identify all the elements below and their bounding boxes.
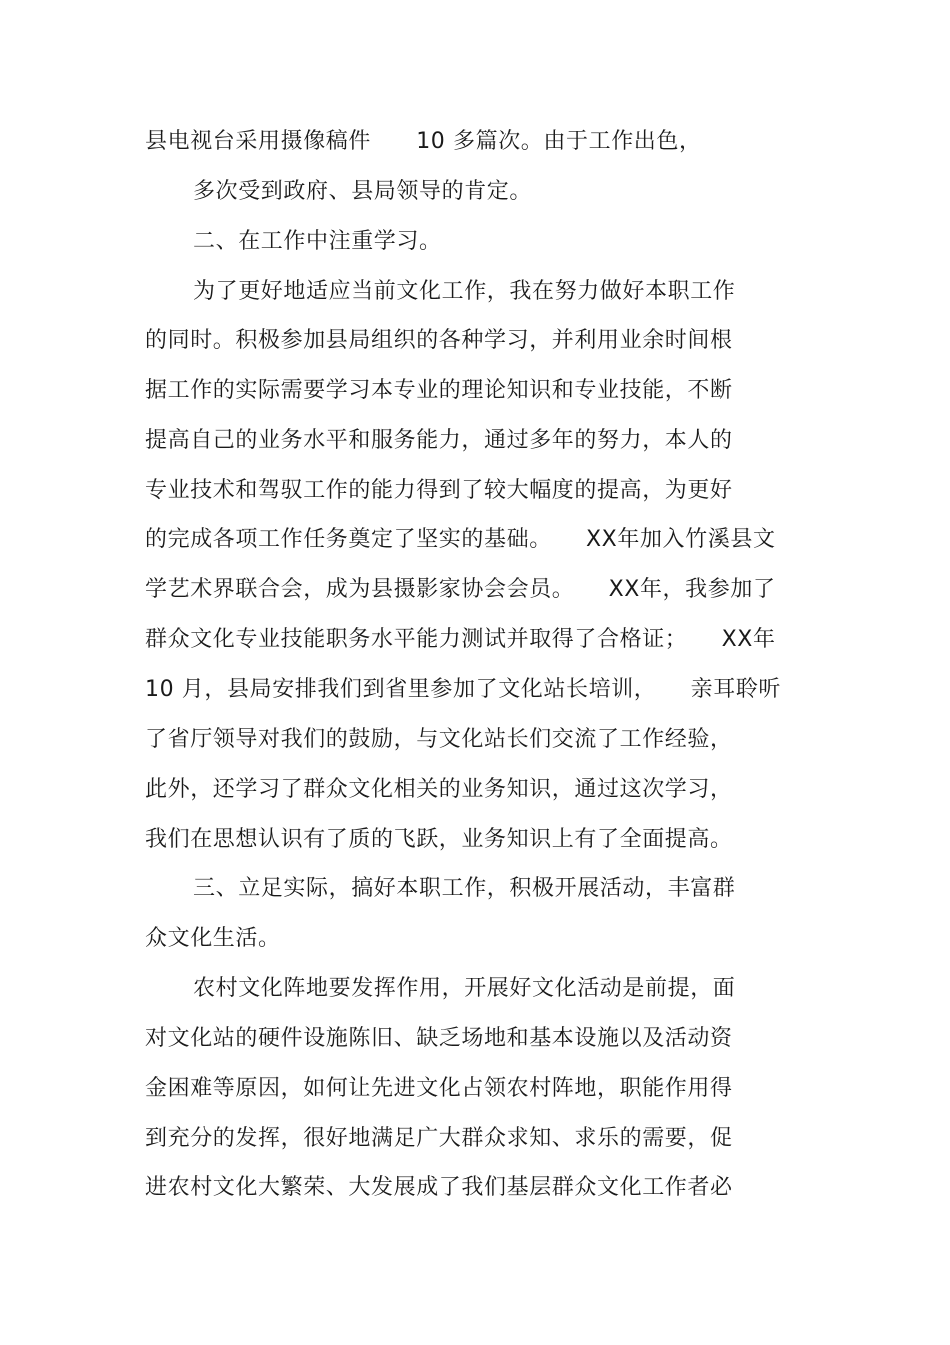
section-heading: 二、在工作中注重学习。 <box>193 229 442 254</box>
text-line: 提高自己的业务水平和服务能力，通过多年的努力，本人的 <box>145 428 733 453</box>
text-line: 的完成各项工作任务奠定了坚实的基础。 XX年加入竹溪县文 <box>145 527 776 552</box>
text-line: 为了更好地适应当前文化工作，我在努力做好本职工作 <box>193 279 736 304</box>
text-line: 金困难等原因，如何让先进文化占领农村阵地，职能作用得 <box>145 1076 733 1101</box>
text-line: 群众文化专业技能职务水平能力测试并取得了合格证； XX年 <box>145 627 776 652</box>
section-heading: 三、立足实际，搞好本职工作，积极开展活动，丰富群 <box>193 876 736 901</box>
text-line: 县电视台采用摄像稿件 10 多篇次。由于工作出色， <box>145 129 702 154</box>
text-line: 对文化站的硬件设施陈旧、缺乏场地和基本设施以及活动资 <box>145 1026 733 1051</box>
section-heading-continued: 众文化生活。 <box>145 926 281 951</box>
text-line: 进农村文化大繁荣、大发展成了我们基层群众文化工作者必 <box>145 1175 733 1200</box>
text-line: 10 月，县局安排我们到省里参加了文化站长培训， 亲耳聆听 <box>145 677 781 702</box>
text-line: 到充分的发挥，很好地满足广大群众求知、求乐的需要，促 <box>145 1126 733 1151</box>
text-line: 此外，还学习了群众文化相关的业务知识，通过这次学习， <box>145 777 733 802</box>
text-line: 的同时。积极参加县局组织的各种学习，并利用业余时间根 <box>145 328 733 353</box>
text-line: 据工作的实际需要学习本专业的理论知识和专业技能，不断 <box>145 378 733 403</box>
text-line: 多次受到政府、县局领导的肯定。 <box>193 179 533 204</box>
text-line: 了省厅领导对我们的鼓励，与文化站长们交流了工作经验， <box>145 727 733 752</box>
text-line: 我们在思想认识有了质的飞跃，业务知识上有了全面提高。 <box>145 827 733 852</box>
text-line: 农村文化阵地要发挥作用，开展好文化活动是前提，面 <box>193 976 736 1001</box>
text-line: 专业技术和驾驭工作的能力得到了较大幅度的提高，为更好 <box>145 478 733 503</box>
text-line: 学艺术界联合会，成为县摄影家协会会员。 XX年，我参加了 <box>145 577 776 602</box>
